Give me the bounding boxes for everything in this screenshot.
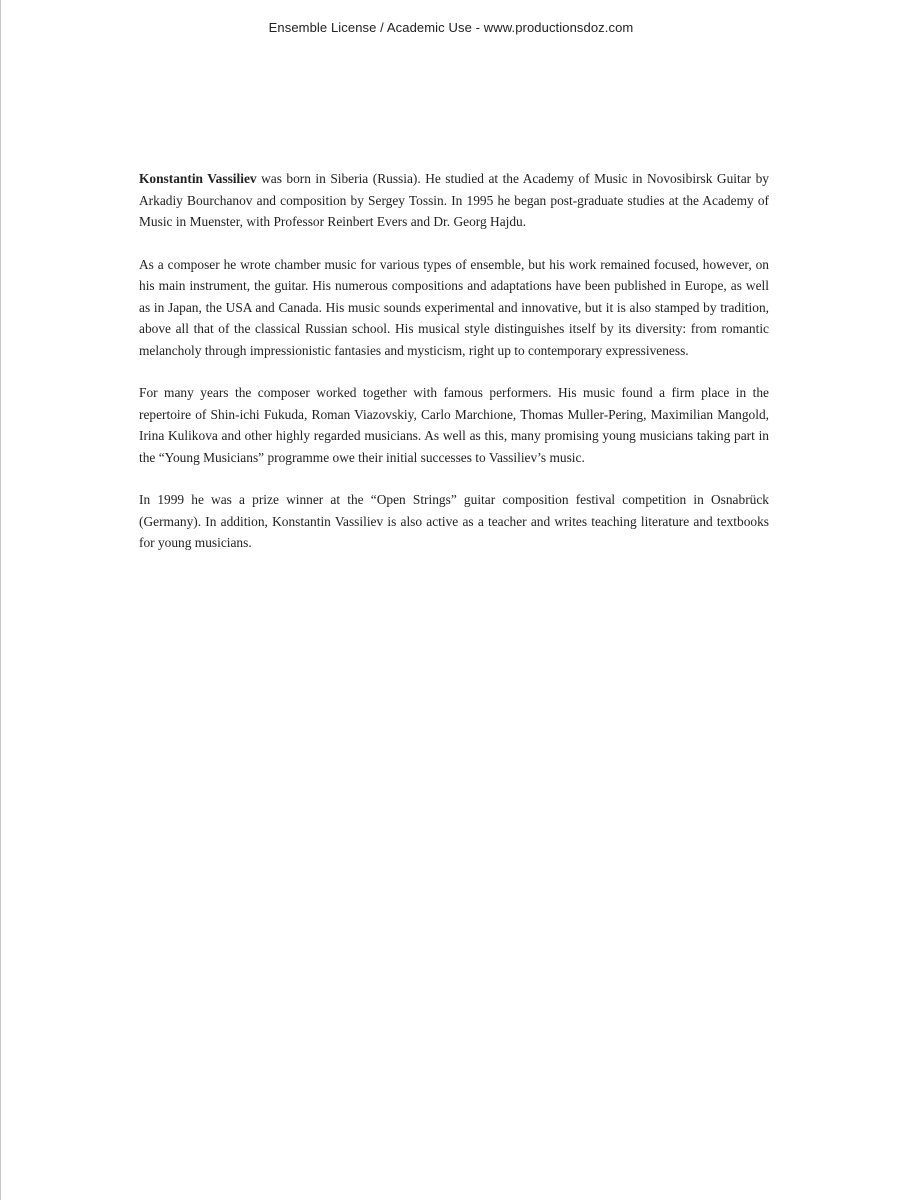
bio-paragraph-4: In 1999 he was a prize winner at the “Open Strings” guitar composition festival competition in Osnabrück (Germany). In addition, Konstantin Vassiliev is also active as a teacher and writes teaching literature and textbooks for young musicians. [139, 492, 769, 550]
bio-paragraph-1 [139, 168, 769, 233]
bio-paragraph-3: For many years the composer worked together with famous performers. His music found a firm place in the repertoire of Shin-ichi Fukuda, Roman Viazovskiy, Carlo Marchione, Thomas Muller-Pering, Maximilian Mangold, Irina Kulikova and other highly regarded musicians. As well as this, many promising young musicians taking part in the “Young Musicians” programme owe their initial successes to Vassiliev’s music. [139, 385, 769, 465]
biography-text [139, 168, 769, 575]
composer-name: Konstantin Vassiliev [139, 171, 257, 186]
license-header: Ensemble License / Academic Use - www.productionsdoz.com [268, 20, 634, 35]
bio-paragraph-1-text: was born in Siberia (Russia). He studied at the Academy of Music in Novosibirsk Guitar by Arkadiy Bourchanov and composition by Sergey Tossin. In 1995 he began post-graduate studies at the Academy of Music in Muenster, with Professor Reinbert Evers and Dr. Georg Hajdu. [139, 171, 769, 229]
bio-paragraph-2: As a composer he wrote chamber music for various types of ensemble, but his work remained focused, however, on his main instrument, the guitar. His numerous compositions and adaptations have been published in Europe, as well as in Japan, the USA and Canada. His music sounds experimental and innovative, but it is also stamped by tradition, above all that of the classical Russian school. His musical style distinguishes itself by its diversity: from romantic melancholy through impressionistic fantasies and mysticism, right up to contemporary expressiveness. [139, 256, 769, 358]
